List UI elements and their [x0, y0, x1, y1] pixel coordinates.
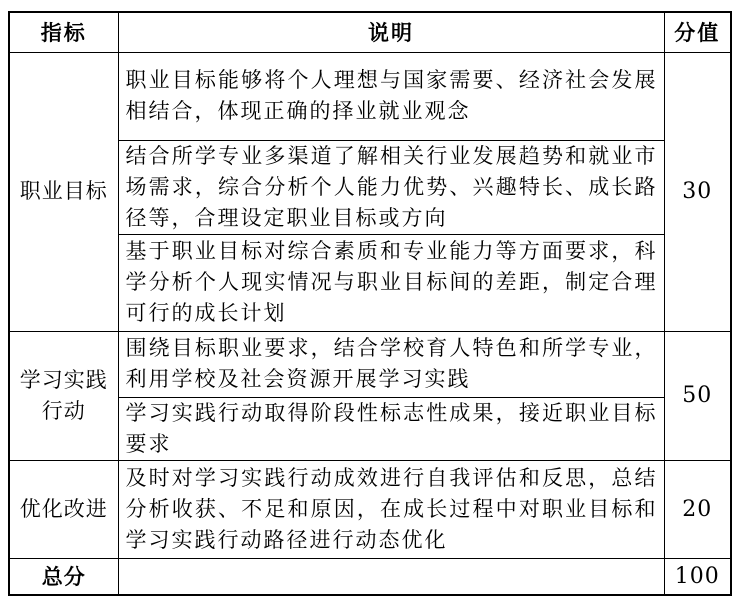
table-row — [9, 140, 731, 234]
total-row — [9, 558, 731, 595]
indicator-cell-learning-practice: 学习实践行动 — [9, 331, 118, 460]
score-cell-career-goal: 30 — [664, 52, 731, 331]
score-header-cell: 分值 — [664, 12, 731, 52]
table-row — [9, 234, 731, 331]
evaluation-rubric-table — [8, 11, 732, 596]
description-cell-career-goal-3: 基于职业目标对综合素质和专业能力等方面要求，科学分析个人现实情况与职业目标间的差距，制定合理可行的成长计划 — [118, 234, 664, 331]
description-cell-career-goal-2: 结合所学专业多渠道了解相关行业发展趋势和就业市场需求，综合分析个人能力优势、兴趣特长、成长路径等，合理设定职业目标或方向 — [118, 140, 664, 234]
indicator-cell-optimization: 优化改进 — [9, 460, 118, 558]
header-row — [9, 12, 731, 52]
table-row — [9, 397, 731, 460]
total-label-cell: 总分 — [9, 558, 118, 595]
description-header-cell: 说明 — [118, 12, 664, 52]
total-description-cell — [118, 558, 664, 595]
table-row — [9, 331, 731, 397]
total-score-cell: 100 — [664, 558, 731, 595]
table-row — [9, 460, 731, 558]
score-cell-optimization: 20 — [664, 460, 731, 558]
description-cell-learning-practice-1: 围绕目标职业要求，结合学校育人特色和所学专业，利用学校及社会资源开展学习实践 — [118, 331, 664, 397]
indicator-header-cell: 指标 — [9, 12, 118, 52]
table-row — [9, 52, 731, 140]
description-cell-learning-practice-2: 学习实践行动取得阶段性标志性成果，接近职业目标要求 — [118, 397, 664, 460]
indicator-cell-career-goal: 职业目标 — [9, 52, 118, 331]
description-cell-optimization: 及时对学习实践行动成效进行自我评估和反思，总结分析收获、不足和原因，在成长过程中对职业目标和学习实践行动路径进行动态优化 — [118, 460, 664, 558]
score-cell-learning-practice: 50 — [664, 331, 731, 460]
description-cell-career-goal-1: 职业目标能够将个人理想与国家需要、经济社会发展相结合，体现正确的择业就业观念 — [118, 52, 664, 140]
